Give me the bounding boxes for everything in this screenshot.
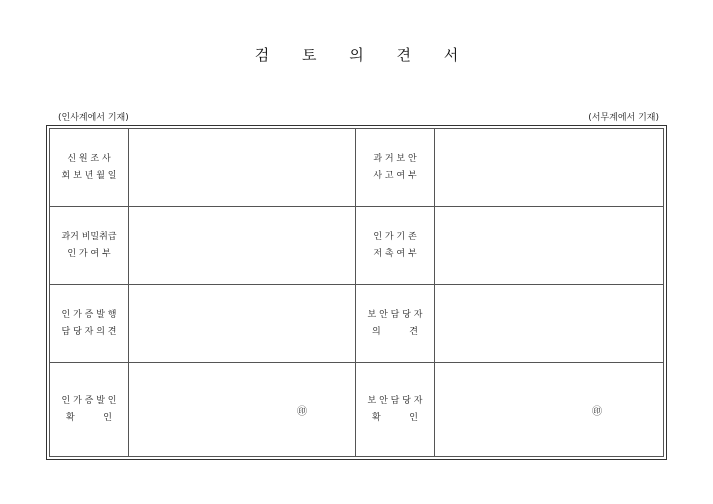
field-label-past-clearance bbox=[50, 207, 129, 285]
label-line: 확 인 bbox=[372, 412, 418, 423]
field-label-background-check-date bbox=[50, 129, 129, 207]
field-label-clearance-conflict bbox=[356, 207, 435, 285]
label-line: 회 보 년 월 일 bbox=[61, 170, 117, 181]
review-form-frame bbox=[46, 125, 667, 460]
label-line: 과거 비밀취급 bbox=[61, 231, 117, 242]
label-line: 담 당 자 의 견 bbox=[61, 326, 117, 337]
label-line: 확 인 bbox=[66, 412, 112, 423]
field-value-issuer-opinion[interactable] bbox=[129, 285, 356, 363]
form-row bbox=[50, 363, 664, 457]
label-line: 사 고 여 부 bbox=[373, 170, 417, 181]
personnel-section-note: (인사계에서 기재) bbox=[58, 113, 129, 123]
field-label-past-security-incident bbox=[356, 129, 435, 207]
label-line: 인 가 기 존 bbox=[373, 231, 417, 242]
form-row bbox=[50, 285, 664, 363]
seal-mark-icon: ㊞ bbox=[592, 406, 602, 417]
review-form-table bbox=[49, 128, 664, 457]
form-row bbox=[50, 129, 664, 207]
field-value-background-check-date[interactable] bbox=[129, 129, 356, 207]
field-label-issuer-opinion bbox=[50, 285, 129, 363]
field-value-security-officer-confirmation[interactable] bbox=[435, 363, 664, 457]
field-value-past-clearance[interactable] bbox=[129, 207, 356, 285]
label-line: 인 가 증 발 인 bbox=[61, 395, 117, 406]
field-label-security-officer-opinion bbox=[356, 285, 435, 363]
seal-mark-icon: ㊞ bbox=[297, 406, 307, 417]
label-line: 신 원 조 사 bbox=[67, 153, 111, 164]
document-title: 검 토 의 견 서 bbox=[254, 46, 473, 64]
label-line: 과 거 보 안 bbox=[373, 153, 417, 164]
label-line: 인 가 여 부 bbox=[67, 248, 111, 259]
form-row bbox=[50, 207, 664, 285]
label-line: 보 안 담 당 자 bbox=[367, 395, 423, 406]
field-label-issuer-confirmation bbox=[50, 363, 129, 457]
field-label-security-officer-confirmation bbox=[356, 363, 435, 457]
general-affairs-section-note: (서무계에서 기재) bbox=[588, 113, 659, 123]
label-line: 저 촉 여 부 bbox=[373, 248, 417, 259]
label-line: 인 가 증 발 행 bbox=[61, 309, 117, 320]
label-line: 보 안 담 당 자 bbox=[367, 309, 423, 320]
label-line: 의 견 bbox=[372, 326, 418, 337]
field-value-security-officer-opinion[interactable] bbox=[435, 285, 664, 363]
field-value-past-security-incident[interactable] bbox=[435, 129, 664, 207]
field-value-issuer-confirmation[interactable] bbox=[129, 363, 356, 457]
field-value-clearance-conflict[interactable] bbox=[435, 207, 664, 285]
